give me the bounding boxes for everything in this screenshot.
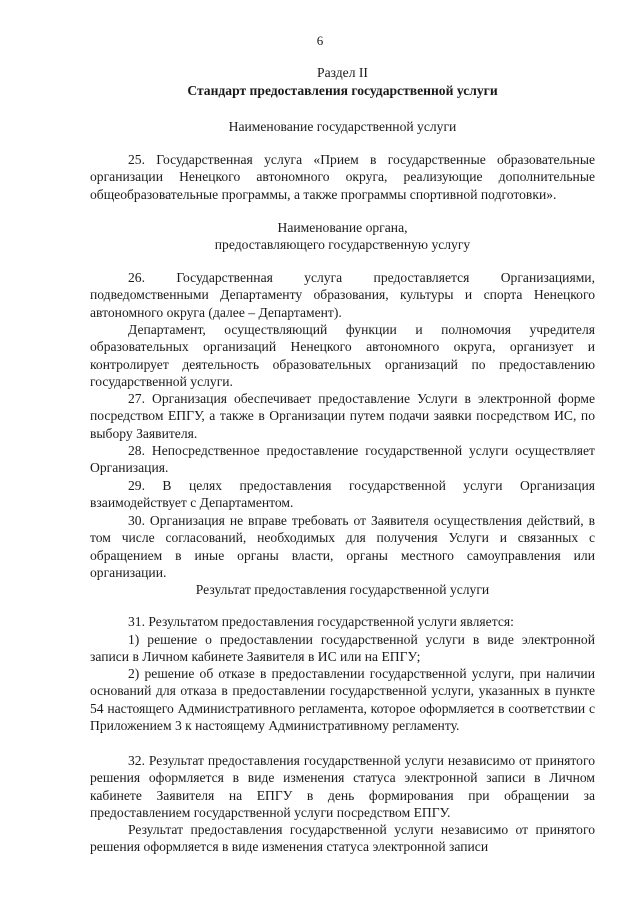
heading-result: Результат предоставления государственной услуги — [195, 582, 490, 597]
section-title: Стандарт предоставления государственной услуги — [187, 83, 498, 98]
page-number: 6 — [316, 33, 324, 48]
heading-service-name: Наименование государственной услуги — [228, 119, 457, 134]
paragraph-25: 25. Государственная услуга «Прием в государственные образовательные организации Ненецкого автономного округа, реализующие дополнительные общеобразовательные программы, а также программы спортивной подготовки». — [90, 152, 595, 202]
paragraph-30: 30. Организация не вправе требовать от Заявителя осуществления действий, в том числе согласований, необходимых для получения Услуги и связанных с обращением в иные органы власти, органы местного самоуправления или организации. — [90, 513, 595, 581]
paragraph-31-item-2: 2) решение об отказе в предоставлении государственной услуги, при наличии оснований для отказа в предоставлении государственной услуги, указанных в пункте 54 настоящего Административного регламента, которое оформляется в соответствии с Приложением 3 к настоящему Административному регламенту. — [90, 666, 595, 734]
paragraph-27: 27. Организация обеспечивает предоставление Услуги в электронной форме посредством ЕПГУ, а также в Организации путем подачи заявки посредством ИС, по выбору Заявителя. — [90, 391, 595, 441]
paragraph-29: 29. В целях предоставления государственной услуги Организация взаимодействует с Департаментом. — [90, 478, 595, 511]
heading-organ-line-2: предоставляющего государственную услугу — [214, 237, 471, 252]
paragraph-32: 32. Результат предоставления государственной услуги независимо от принятого решения оформляется в виде изменения статуса электронной записи в Личном кабинете Заявителя на ЕПГУ в день формирования при обращении за предоставлением государственной услуги посредством ЕПГУ. — [90, 753, 595, 821]
heading-organ-line-1: Наименование органа, — [277, 220, 408, 235]
paragraph-32-result: Результат предоставления государственной услуги независимо от принятого решения оформляется в виде изменения статуса электронной записи — [90, 822, 595, 855]
paragraph-31: 31. Результатом предоставления государственной услуги является: — [128, 614, 514, 629]
paragraph-26: 26. Государственная услуга предоставляется Организациями, подведомственными Департаменту образования, культуры и спорта Ненецкого автономного округа (далее – Департамент). — [90, 270, 595, 320]
paragraph-28: 28. Непосредственное предоставление государственной услуги осуществляет Организация. — [90, 443, 595, 476]
paragraph-31-item-1: 1) решение о предоставлении государственной услуги в виде электронной записи в Личном кабинете Заявителя в ИС или на ЕПГУ; — [90, 632, 595, 665]
paragraph-26-department: Департамент, осуществляющий функции и полномочия учредителя образовательных организаций Ненецкого автономного округа, организует и контролирует деятельность образовательных организаций по предоставлению государственной услуги. — [90, 322, 595, 390]
section-label: Раздел II — [317, 65, 368, 80]
